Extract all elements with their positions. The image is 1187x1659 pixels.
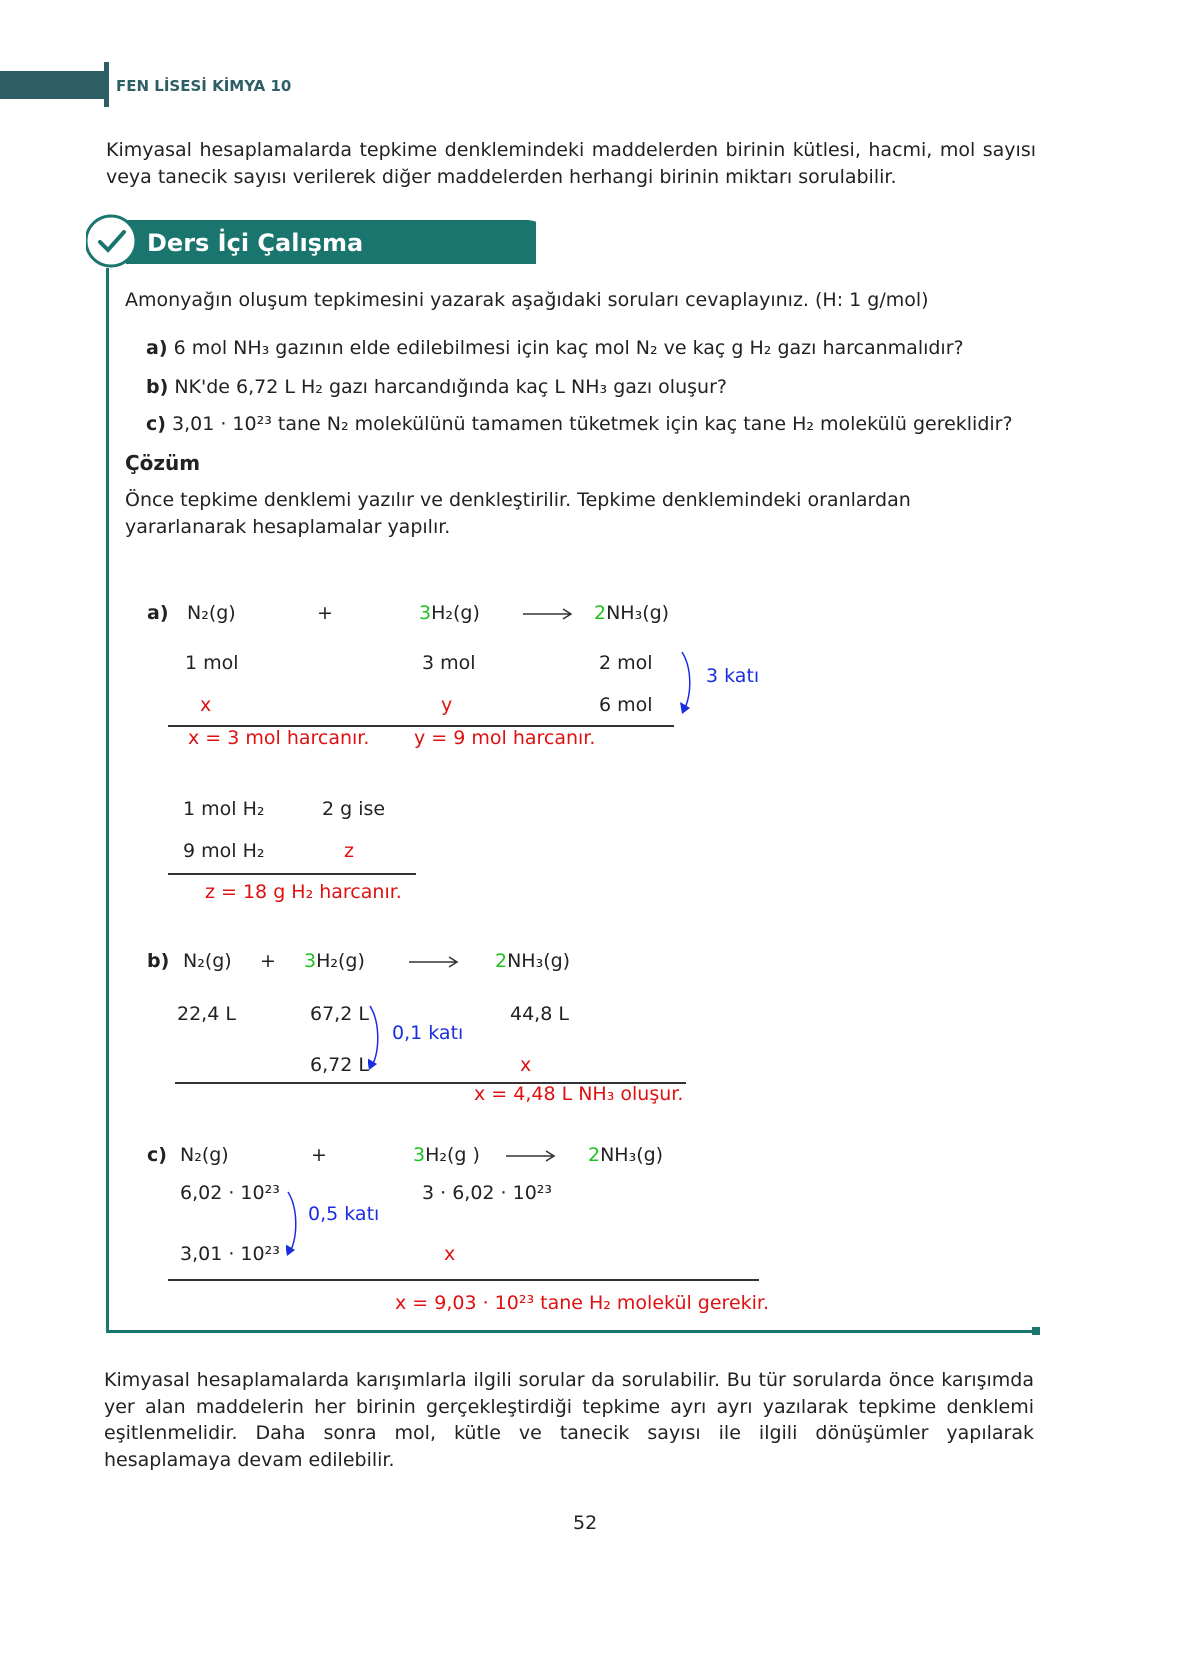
item-label: b) [146,376,169,398]
item-text: 3,01 · 10²³ tane N₂ molekülünü tamamen tüketmek için kaç tane H₂ molekülü gereklidir? [172,413,1013,435]
b-h2: 3H₂(g) [304,950,365,972]
a-nh3: 2NH₃(g) [594,602,670,624]
a-m1-right: 2 g ise [322,798,386,820]
question-item-a [146,336,964,360]
c-r2-n2: 3,01 · 10²³ [180,1243,280,1265]
c-plus: + [311,1144,327,1166]
b-r1-h2: 67,2 L [310,1003,369,1025]
reaction-arrow-icon [523,606,575,622]
c-r1-n2: 6,02 · 10²³ [180,1182,280,1204]
question: Amonyağın oluşum tepkimesini yazarak aşağıdaki soruları cevaplayınız. (H: 1 g/mol) [125,289,929,311]
box-left-border [106,268,109,1332]
a-result-z: z = 18 g H₂ harcanır. [205,881,402,903]
a-result-x: x = 3 mol harcanır. [188,727,370,749]
a-r1-n2: 1 mol [185,652,239,674]
b-r2-h2: 6,72 L [310,1054,369,1076]
a-m2-left: 9 mol H₂ [183,840,265,862]
c-divider [168,1279,759,1281]
item-label: a) [146,337,168,359]
solution-title: Çözüm [125,451,201,475]
solution-intro: Önce tepkime denklemi yazılır ve denkleştirilir. Tepkime denklemindeki oranlardan yararlanarak hesaplamalar yapılır. [125,489,911,538]
header-title: FEN LİSESİ KİMYA 10 [116,77,292,95]
item-label: c) [146,413,166,435]
a-plus: + [317,602,333,624]
b-r2-nh3: x [520,1054,532,1076]
b-nh3: 2NH₃(g) [495,950,571,972]
b-n2: N₂(g) [183,950,232,972]
curved-arrow-icon [286,1190,310,1258]
page-number: 52 [573,1512,598,1534]
curved-arrow-icon [680,650,704,716]
part-a-label: a) [147,602,169,624]
header-divider [104,62,109,107]
box-end-marker [1032,1327,1040,1335]
a-factor: 3 katı [706,665,760,687]
a-mass-divider [168,873,416,875]
b-result: x = 4,48 L NH₃ oluşur. [474,1083,684,1105]
intro-paragraph: Kimyasal hesaplamalarda tepkime denklemindeki maddelerden birinin kütlesi, hacmi, mol sayısı veya tanecik sayısı verilerek diğer maddelerden herhangi birinin miktarı sorulabilir. [106,139,1036,188]
b-r1-nh3: 44,8 L [510,1003,569,1025]
header-bar [0,71,104,99]
b-r1-n2: 22,4 L [177,1003,236,1025]
c-h2: 3H₂(g ) [413,1144,480,1166]
c-r1-h2: 3 · 6,02 · 10²³ [422,1182,553,1204]
section-title: Ders İçi Çalışma [147,229,364,257]
part-c-label: c) [147,1144,167,1166]
c-factor: 0,5 katı [308,1203,380,1225]
box-bottom-border [106,1330,1034,1333]
checkmark-icon [96,228,128,256]
a-r1-nh3: 2 mol [599,652,653,674]
c-nh3: 2NH₃(g) [588,1144,664,1166]
a-r1-h2: 3 mol [422,652,476,674]
outro-paragraph: Kimyasal hesaplamalarda karışımlarla ilgili sorular da sorulabilir. Bu tür sorularda önce karışımda yer alan maddelerin her birinin gerçekleştirdiği tepkime ayrı ayrı yazılarak tepkime denklemi eşitlenmelidir. Daha sonra mol, kütle ve tanecik sayısı ile ilgili dönüşümler yapılarak hesaplamaya devam edilebilir. [104,1369,1034,1471]
question-item-b [146,375,727,399]
reaction-arrow-icon [409,954,461,970]
c-n2: N₂(g) [180,1144,229,1166]
item-text: 6 mol NH₃ gazının elde edilebilmesi için kaç mol N₂ ve kaç g H₂ gazı harcanmalıdır? [173,337,964,359]
curved-arrow-icon [368,1004,392,1072]
b-plus: + [260,950,276,972]
reaction-arrow-icon [506,1148,558,1164]
c-r2-h2: x [444,1243,456,1265]
item-text: NK'de 6,72 L H₂ gazı harcandığında kaç L NH₃ gazı oluşur? [174,376,727,398]
part-b-label: b) [147,950,170,972]
a-r2-n2: x [200,694,212,716]
a-r2-nh3: 6 mol [599,694,653,716]
b-factor: 0,1 katı [392,1022,464,1044]
a-m2-right: z [344,840,354,862]
a-result-y: y = 9 mol harcanır. [414,727,596,749]
a-h2: 3H₂(g) [419,602,480,624]
c-result: x = 9,03 · 10²³ tane H₂ molekül gerekir. [395,1292,770,1314]
a-n2: N₂(g) [187,602,236,624]
question-item-c [146,412,1013,436]
a-m1-left: 1 mol H₂ [183,798,265,820]
a-r2-h2: y [441,694,453,716]
